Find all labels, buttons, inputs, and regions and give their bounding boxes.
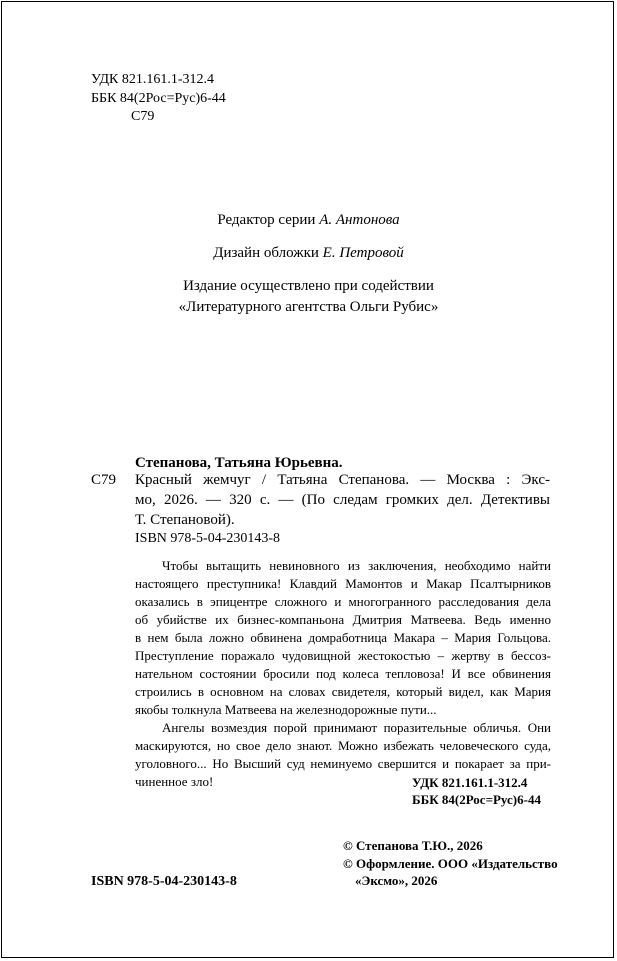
- annotation-line: Преступление поражало чудовищной жестокостью – жертву в бессоз-: [135, 648, 551, 663]
- annotation-line: уголовного... Но Высший суд неминуемо свершится и покарает за при-: [135, 756, 551, 771]
- annotation-line: об убийстве их бизнес-компаньона Дмитрия Матвеева. Ведь именно: [135, 612, 551, 627]
- series-editor-label: Редактор серии: [217, 212, 316, 228]
- support-line-1: Издание осуществлено при содействии: [183, 278, 434, 294]
- annotation-line: Чтобы вытащить невиновного из заключения, необходимо найти: [162, 558, 551, 573]
- annotation-paragraph-1: [135, 557, 551, 719]
- bib-heading: Степанова, Татьяна Юрьевна.: [135, 455, 343, 471]
- bib-description: [135, 470, 550, 530]
- annotation: [135, 557, 551, 791]
- bib-description-line: Красный жемчуг / Татьяна Степанова. — Москва : Экс-: [135, 472, 550, 488]
- annotation-line: оказались в эпицентре сложного и многогранного расследования дела: [135, 594, 551, 609]
- series-editor-credit: [0, 210, 617, 230]
- support-line-2: «Литературного агентства Ольги Рубис»: [178, 299, 439, 315]
- bib-description-line: Т. Степановой).: [135, 512, 235, 528]
- bbk-code: ББК 84(2Рос=Рус)6-44: [91, 91, 226, 106]
- annotation-line: нательном состоянии бросили под колеса тепловоза! И все обвинения: [135, 666, 551, 681]
- annotation-line: чиненное зло!: [135, 774, 214, 789]
- cover-design-credit: [0, 243, 617, 263]
- annotation-line: в нем была ложно обвинена домработница Макара – Мария Гольцова.: [135, 630, 551, 645]
- copyright-author: © Степанова Т.Ю., 2026: [343, 838, 483, 853]
- annotation-line: Ангелы возмездия порой принимают поразительные обличья. Они: [162, 720, 551, 735]
- footer-isbn: ISBN 978-5-04-230143-8: [91, 874, 237, 889]
- annotation-line: маскируются, но свое дело знают. Можно избежать человеческого суда,: [135, 738, 551, 753]
- bib-description-line: мо, 2026. — 320 с. — (По следам громких дел. Детективы: [135, 492, 550, 508]
- udk-code-bottom: УДК 821.161.1-312.4: [412, 775, 528, 790]
- annotation-line: настоящего преступника! Клавдий Мамонтов и Макар Псалтырников: [135, 576, 551, 591]
- author-mark: С79: [131, 109, 155, 124]
- cover-design-name: Е. Петровой: [322, 245, 404, 261]
- cover-design-label: Дизайн обложки: [213, 245, 319, 261]
- copyright-design-line-2: «Эксмо», 2026: [355, 873, 438, 888]
- udk-code: УДК 821.161.1-312.4: [91, 72, 215, 87]
- annotation-line: строились в основном на словах свидетеля, который видел, как Мария: [135, 684, 551, 699]
- copyright-design-line-1: © Оформление. ООО «Издательство: [343, 856, 558, 871]
- bib-author-mark: С79: [91, 472, 117, 488]
- bib-isbn: ISBN 978-5-04-230143-8: [135, 531, 281, 546]
- annotation-line: якобы толкнула Матвеева на железнодорожные пути...: [135, 702, 437, 717]
- series-editor-name: А. Антонова: [319, 212, 400, 228]
- bbk-code-bottom: ББК 84(2Рос=Рус)6-44: [412, 792, 541, 807]
